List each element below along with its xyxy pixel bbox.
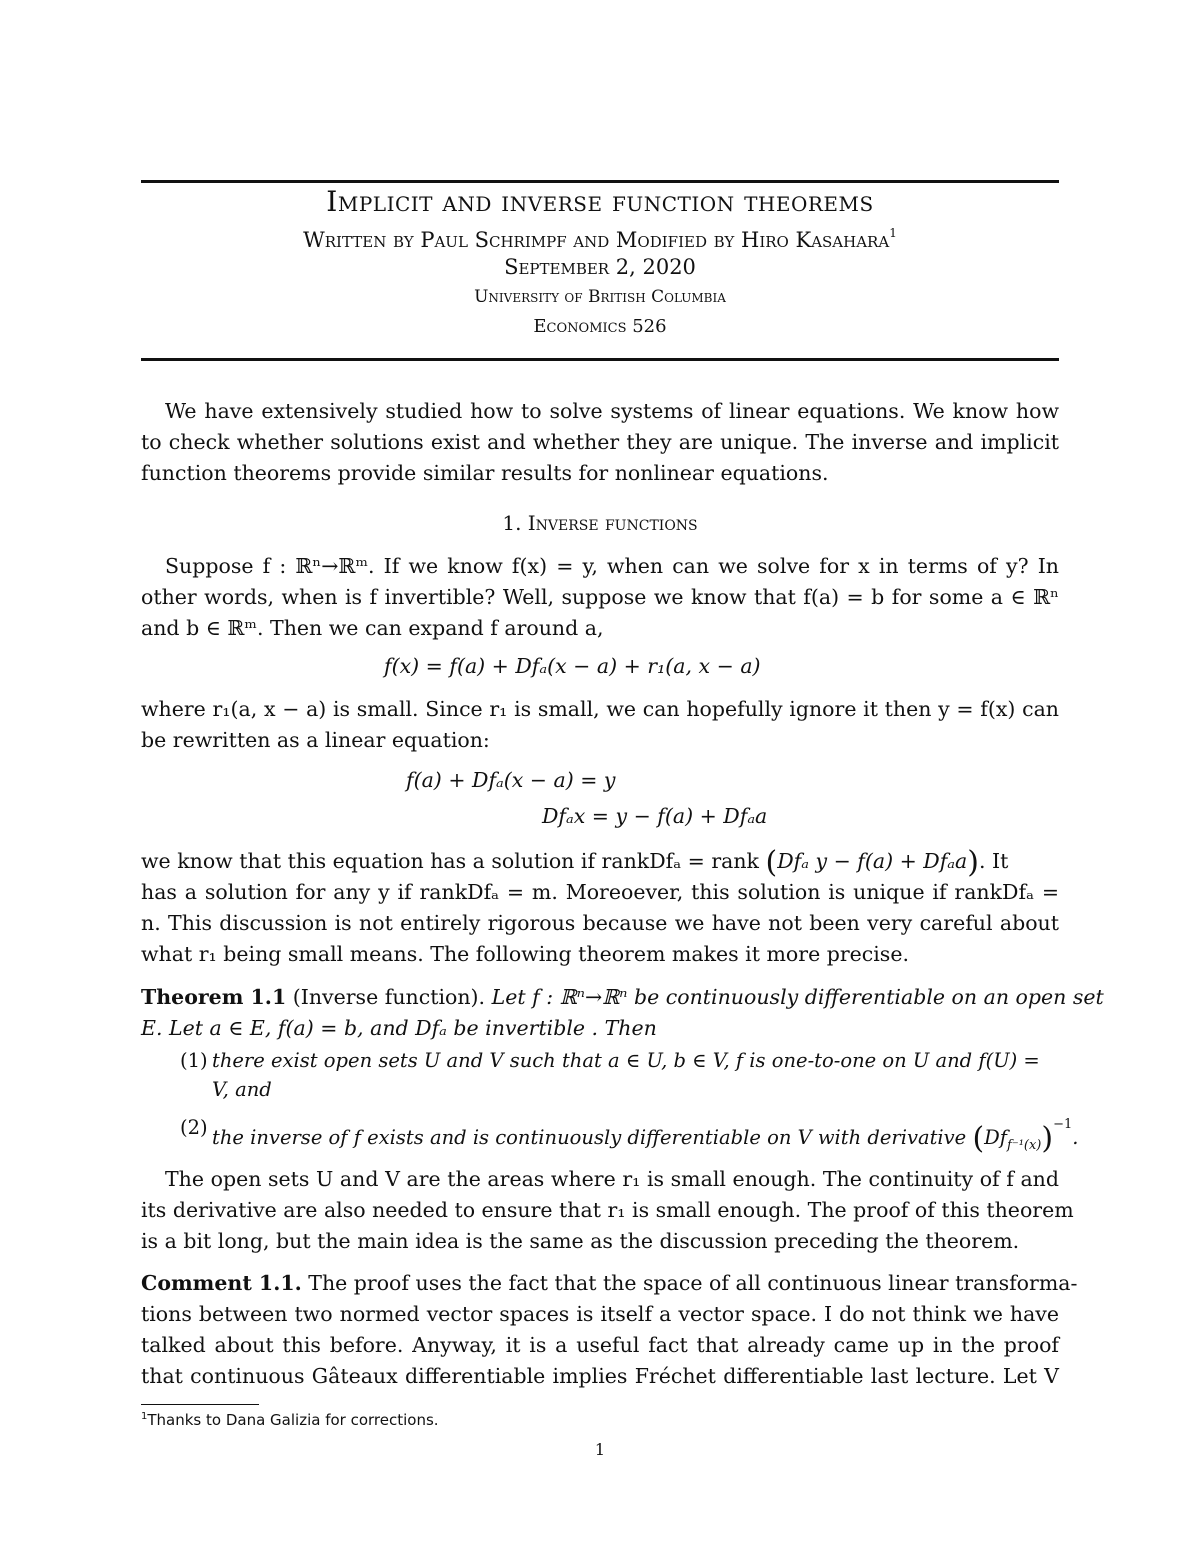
left-paren: ( xyxy=(972,1121,985,1156)
footnote-mark: 1 xyxy=(889,226,897,240)
theorem-label: Theorem 1.1 xyxy=(141,985,287,1009)
rank-text: we know that this equation has a solution if rankDfₐ = rank xyxy=(141,849,759,873)
section1-paragraph-1 xyxy=(141,551,1059,644)
comment-text: The proof uses the fact that the space of all continuous linear transforma- xyxy=(308,1271,1078,1295)
comment-label: Comment 1.1. xyxy=(141,1271,302,1295)
section-heading: 1. Inverse functions xyxy=(502,511,698,535)
theorem-statement: Let f : ℝⁿ→ℝⁿ be continuously differentiable on an open set xyxy=(491,985,1104,1009)
item-text: there exist open sets U and V such that a ∈ U, b ∈ V, f is one-to-one on U and f(U) = xyxy=(212,1049,1040,1072)
section1-paragraph-3 xyxy=(141,846,1059,970)
item-number: (2) xyxy=(180,1116,208,1139)
para-line: n. This discussion is not entirely rigorous because we have not been very careful about xyxy=(141,911,1059,935)
para-line: The open sets U and V are the areas where r₁ is small enough. The continuity of f and xyxy=(165,1167,1059,1191)
left-paren: ( xyxy=(765,845,778,880)
para-line xyxy=(141,845,1059,880)
para-line: its derivative are also needed to ensure that r₁ is small enough. The proof of this theorem xyxy=(141,1198,1074,1222)
footnote-text: Thanks to Dana Galizia for corrections. xyxy=(147,1411,439,1429)
para-line: is a bit long, but the main idea is the same as the discussion preceding the theorem. xyxy=(141,1229,1020,1253)
course: Economics 526 xyxy=(533,316,667,337)
intro-line: to check whether solutions exist and whether they are unique. The inverse and implicit xyxy=(141,430,1059,454)
paragraph-after-theorem xyxy=(141,1164,1074,1257)
theorem-1-1 xyxy=(141,982,1104,1044)
theorem-name: (Inverse function). xyxy=(292,985,486,1009)
university: University of British Columbia xyxy=(474,287,726,307)
comment-1-1 xyxy=(141,1268,1078,1392)
theorem-item-2: (2) the inverse of f exists and is continuously differentiable on V with derivative $(Df_{f^{-1}(x)})^{-1}$. xyxy=(180,1116,1079,1156)
intro-line: function theorems provide similar results for nonlinear equations. xyxy=(141,461,829,485)
para-line: has a solution for any y if rankDfₐ = m. Moreoever, this solution is unique if rankDfₐ = xyxy=(141,880,1059,904)
derivative-exponent: −1 xyxy=(1053,1117,1073,1132)
comment-line: talked about this before. Anyway, it is a useful fact that already came up in the proof xyxy=(141,1333,1059,1357)
para-line: and b ∈ ℝᵐ. Then we can expand f around a, xyxy=(141,616,604,640)
equation-linear-1: f(a) + Dfₐ(x − a) = y xyxy=(406,768,616,792)
rank-matrix: Dfₐ y − f(a) + Dfₐa xyxy=(777,849,968,873)
footnote-number: 1 xyxy=(141,1411,148,1422)
footnote-rule xyxy=(141,1404,259,1405)
authors: Written by Paul Schrimpf and Modified by Hiro Kasahara xyxy=(303,228,890,252)
paper-date: September 2, 2020 xyxy=(504,255,696,279)
equation-taylor: f(x) = f(a) + Dfₐ(x − a) + r₁(a, x − a) xyxy=(384,654,761,678)
theorem-line xyxy=(141,982,1104,1013)
footnote xyxy=(141,1411,439,1429)
para-line: Suppose f : ℝⁿ→ℝᵐ. If we know f(x) = y, when can we solve for x in terms of y? In xyxy=(165,554,1059,578)
paper-title: Implicit and inverse function theorems xyxy=(326,185,874,218)
theorem-line: E. Let a ∈ E, f(a) = b, and Dfₐ be invertible . Then xyxy=(141,1016,657,1040)
derivative-formula: Df xyxy=(984,1126,1008,1149)
header-bottom-rule xyxy=(141,358,1059,361)
section1-paragraph-2 xyxy=(141,694,1059,756)
theorem-item-1 xyxy=(180,1049,1058,1072)
para-line: where r₁(a, x − a) is small. Since r₁ is small, we can hopefully ignore it then y = f(x) can xyxy=(141,697,1059,721)
para-line: be rewritten as a linear equation: xyxy=(141,728,490,752)
right-paren: ) xyxy=(967,845,979,880)
item-number: (1) xyxy=(180,1049,208,1072)
rank-tail: . It xyxy=(978,849,1009,873)
theorem-item-1-cont: V, and xyxy=(212,1078,272,1101)
comment-line: that continuous Gâteaux differentiable implies Fréchet differentiable last lecture. Let V xyxy=(141,1364,1059,1388)
right-paren: ) xyxy=(1041,1121,1054,1156)
para-line: what r₁ being small means. The following theorem makes it more precise. xyxy=(141,942,909,966)
top-rule xyxy=(141,180,1059,183)
comment-line xyxy=(141,1268,1078,1299)
page-number: 1 xyxy=(594,1440,606,1459)
intro-line: We have extensively studied how to solve systems of linear equations. We know how xyxy=(165,399,1059,423)
derivative-subscript: f⁻¹(x) xyxy=(1007,1137,1042,1153)
para-line: other words, when is f invertible? Well, suppose we know that f(a) = b for some a ∈ ℝⁿ xyxy=(141,585,1059,609)
comment-line: tions between two normed vector spaces is itself a vector space. I do not think we have xyxy=(141,1302,1059,1326)
equation-linear-2: Dfₐx = y − f(a) + Dfₐa xyxy=(542,804,768,828)
item-text: the inverse of f exists and is continuously differentiable on V with derivative xyxy=(212,1126,967,1149)
author-line xyxy=(141,227,1059,251)
intro-paragraph xyxy=(141,396,1059,489)
